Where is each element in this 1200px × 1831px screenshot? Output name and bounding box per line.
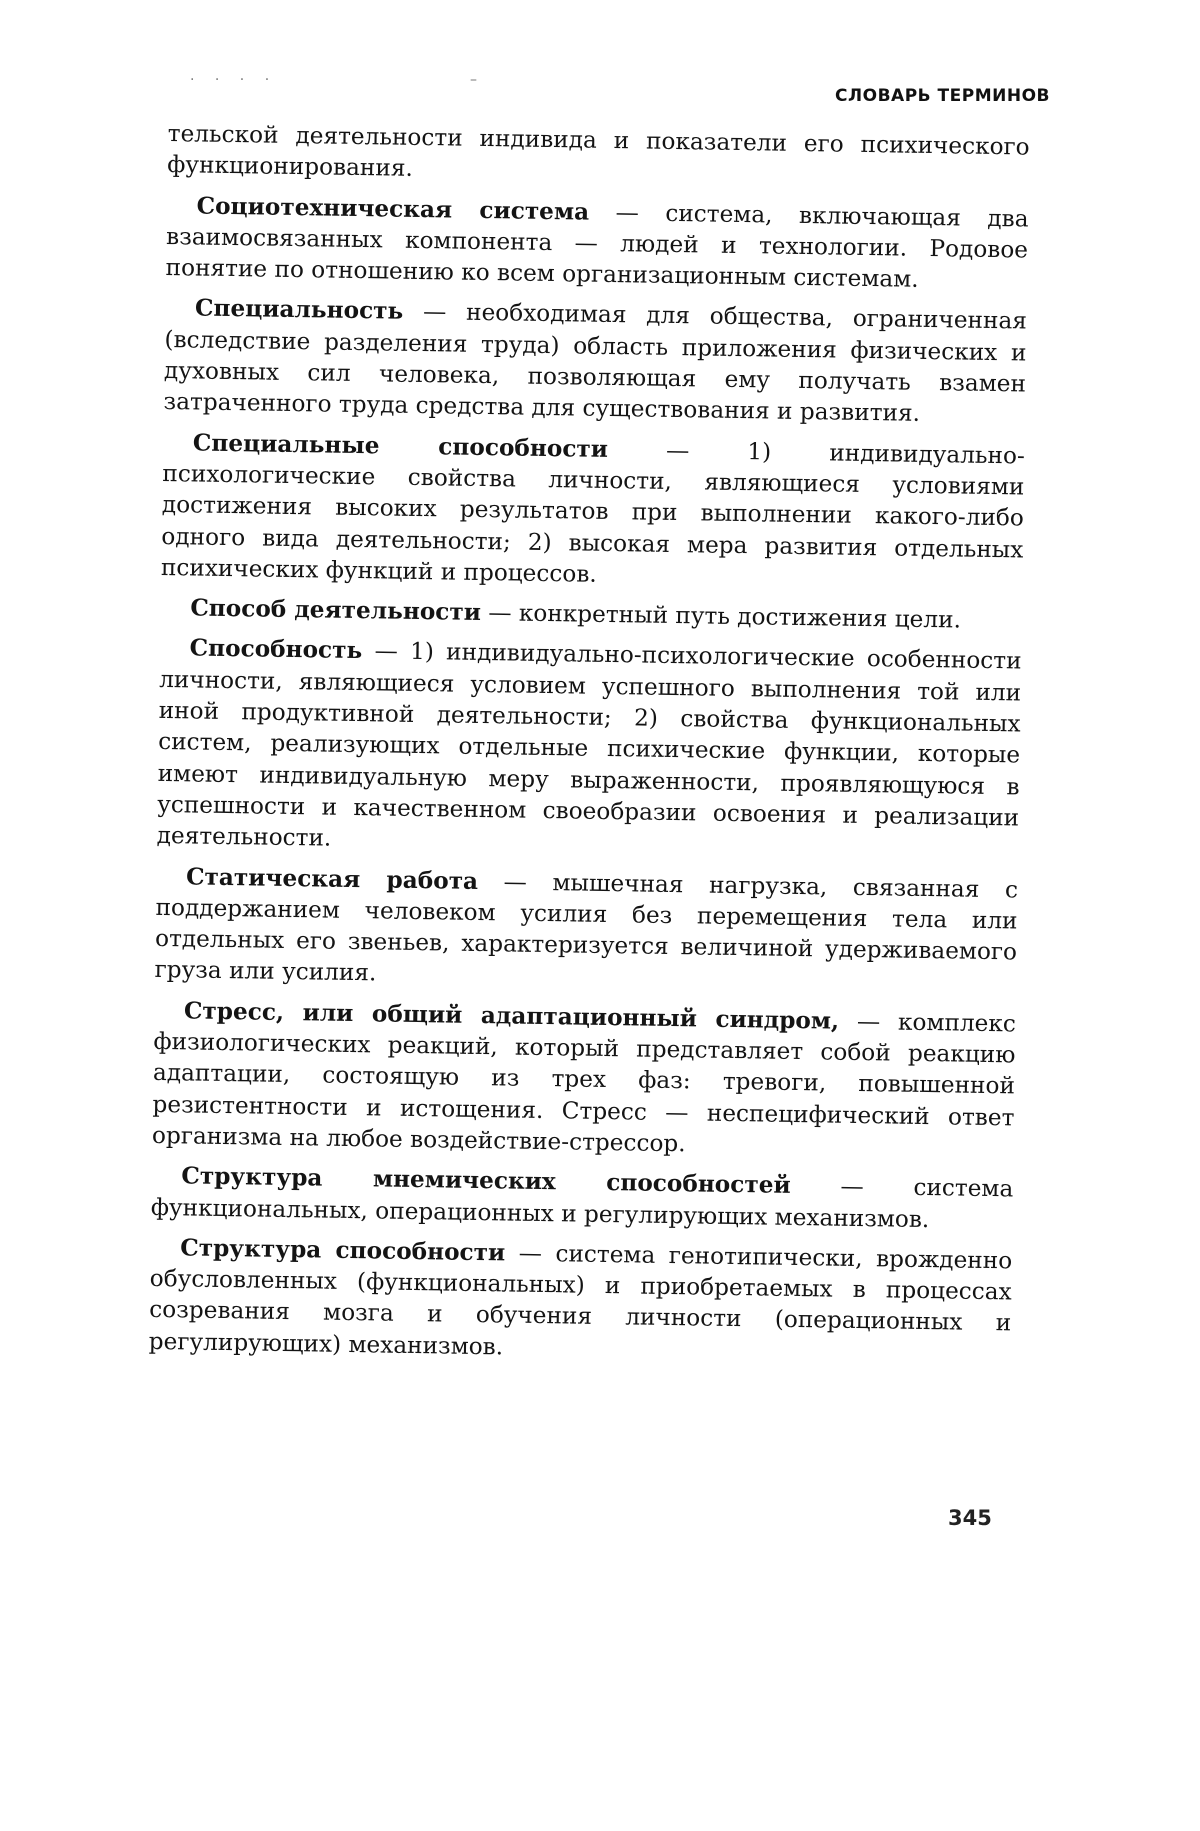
- glossary-entry: [165, 190, 1028, 297]
- entry-definition: — система функциональных, операционных и регулирующих механизмов.: [150, 1172, 1014, 1233]
- entry-term: Специальность: [194, 294, 404, 326]
- glossary-entry: [156, 632, 1021, 865]
- page-number: 345: [948, 1506, 992, 1530]
- entry-definition: тельской деятельности индивида и показатели его психического функционирования.: [167, 119, 1030, 183]
- glossary-entry: [163, 292, 1027, 431]
- entry-definition: — комплекс физиологических реакций, который представляет собой реакцию адаптации, состоящую из трех фаз: тревоги, повышенной резистентности и истощения. Стресс — неспецифический ответ организма на любое воздействие-стрессор.: [151, 1007, 1017, 1158]
- glossary-entry: [161, 427, 1025, 597]
- header-tick: –: [470, 72, 477, 88]
- entry-term: Структура мнемических способностей: [181, 1162, 791, 1200]
- entry-term: Структура способности: [180, 1234, 506, 1267]
- glossary-entry-continuation: [167, 118, 1030, 194]
- entry-term: Специальные способности: [192, 429, 609, 463]
- header-dots: · · · ·: [190, 72, 278, 88]
- glossary-entry: [154, 860, 1018, 999]
- entry-definition: — конкретный путь достижения цели.: [480, 599, 962, 634]
- entry-term: Способ деятельности: [190, 594, 482, 627]
- glossary-entry: [149, 1232, 1013, 1371]
- entry-term: Способность: [189, 634, 363, 665]
- entry-term: Статическая работа: [185, 862, 479, 895]
- glossary-entry: [152, 995, 1016, 1165]
- entry-definition: — мышечная нагрузка, связанная с поддержанием человеком усилия без перемещения тела или отдельных его звеньев, характеризуется величиной удерживаемого груза или усилия.: [154, 867, 1019, 987]
- glossary-entry: [151, 1160, 1014, 1236]
- running-title: СЛОВАРЬ ТЕРМИНОВ: [835, 86, 1050, 106]
- entry-term: Социотехническая система: [196, 192, 590, 226]
- entry-definition: — необходимая для общества, ограниченная (вследствие разделения труда) область приложения физических и духовных сил человека, позволяющая ему получать взамен затраченного труда средства для существования и развития.: [163, 298, 1028, 428]
- entry-definition: — 1) индивидуально-психологические особенности личности, являющиеся условием успешного выполнения той или иной продуктивной деятельности; 2) свойства функциональных систем, реализующих отдельные психические функции, которые имеют индивидуальную меру выраженности, проявляющуюся в успешности и качественном своеобразии освоения и реализации деятельности.: [156, 637, 1022, 852]
- entry-term: Стресс, или общий адаптационный синдром,: [183, 997, 840, 1035]
- entry-definition: — система генотипически, врожденно обусловленных (функциональных) и приобретаемых в процессах созревания мозга и обучения личности (операционных и регулирующих) механизмов.: [148, 1239, 1013, 1361]
- glossary-entry: [160, 592, 1022, 637]
- entry-definition: — 1) индивидуально-психологические свойства личности, являющиеся условиями достижения высоких результатов при выполнении какого-либо одного вида деятельности; 2) высокая мера развития отдельных психических функций и процессов.: [160, 435, 1026, 588]
- glossary-body: [148, 118, 1029, 1379]
- entry-definition: — система, включающая два взаимосвязанных компонента — людей и технологии. Родовое понятие по отношению ко всем организационным системам.: [165, 198, 1029, 293]
